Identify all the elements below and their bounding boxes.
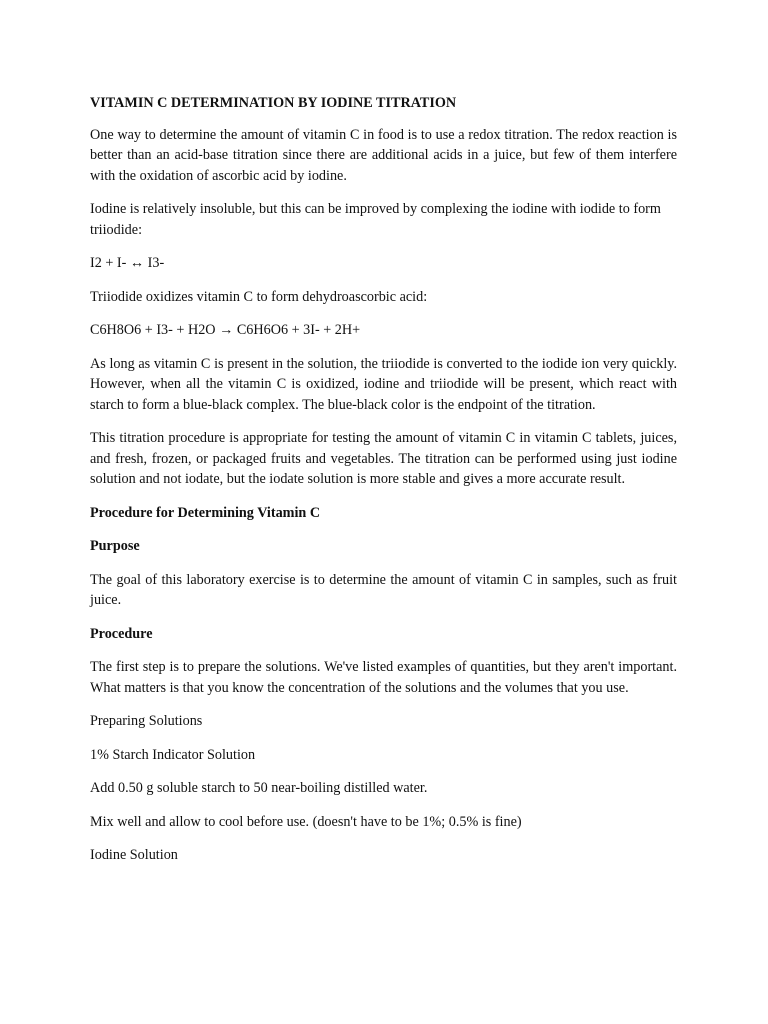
procedure-paragraph: The first step is to prepare the solutions. We've listed examples of quantities, but they aren't important. What matters is that you know the concentration of the solutions and the volumes that you use. bbox=[90, 659, 677, 696]
endpoint-paragraph: As long as vitamin C is present in the solution, the triiodide is converted to the iodide ion very quickly. However, when all the vitamin C is oxidized, iodine and triiodide will be present, which react with starch to form a blue-black complex. The blue-black color is the endpoint of the titration. bbox=[90, 355, 677, 413]
starch-indicator-heading: 1% Starch Indicator Solution bbox=[90, 746, 256, 763]
heading-purpose: Purpose bbox=[90, 538, 140, 554]
equation-triiodide-formation: I2 + I- ↔ I3- bbox=[90, 255, 165, 271]
equation-vitamin-c-oxidation: C6H8O6 + I3- + H2O → C6H6O6 + 3I- + 2H+ bbox=[90, 322, 361, 338]
triiodide-paragraph: Triiodide oxidizes vitamin C to form dehydroascorbic acid: bbox=[90, 288, 428, 305]
iodine-paragraph: Iodine is relatively insoluble, but this can be improved by complexing the iodine with iodide to form triiodide: bbox=[90, 201, 661, 238]
purpose-paragraph: The goal of this laboratory exercise is to determine the amount of vitamin C in samples, such as fruit juice. bbox=[90, 571, 677, 608]
starch-step-2: Mix well and allow to cool before use. (doesn't have to be 1%; 0.5% is fine) bbox=[90, 813, 522, 830]
starch-step-1: Add 0.50 g soluble starch to 50 near-boiling distilled water. bbox=[90, 780, 428, 796]
iodine-solution-heading: Iodine Solution bbox=[90, 847, 178, 863]
heading-procedure: Procedure bbox=[90, 625, 153, 642]
document-page bbox=[90, 93, 677, 879]
intro-paragraph: One way to determine the amount of vitamin C in food is to use a redox titration. The redox reaction is better than an acid-base titration since there are additional acids in a juice, but few of them interfere with the oxidation of ascorbic acid by iodine. bbox=[90, 126, 677, 184]
heading-procedure-vitamin-c: Procedure for Determining Vitamin C bbox=[90, 504, 321, 521]
procedure-applicability-paragraph: This titration procedure is appropriate for testing the amount of vitamin C in vitamin C tablets, juices, and fresh, frozen, or packaged fruits and vegetables. The titration can be performed using just iodine solution and not iodate, but the iodate solution is more stable and gives a more accurate result. bbox=[90, 430, 677, 487]
document-title: VITAMIN C DETERMINATION BY IODINE TITRATION bbox=[90, 95, 457, 111]
preparing-solutions-heading: Preparing Solutions bbox=[90, 713, 203, 729]
